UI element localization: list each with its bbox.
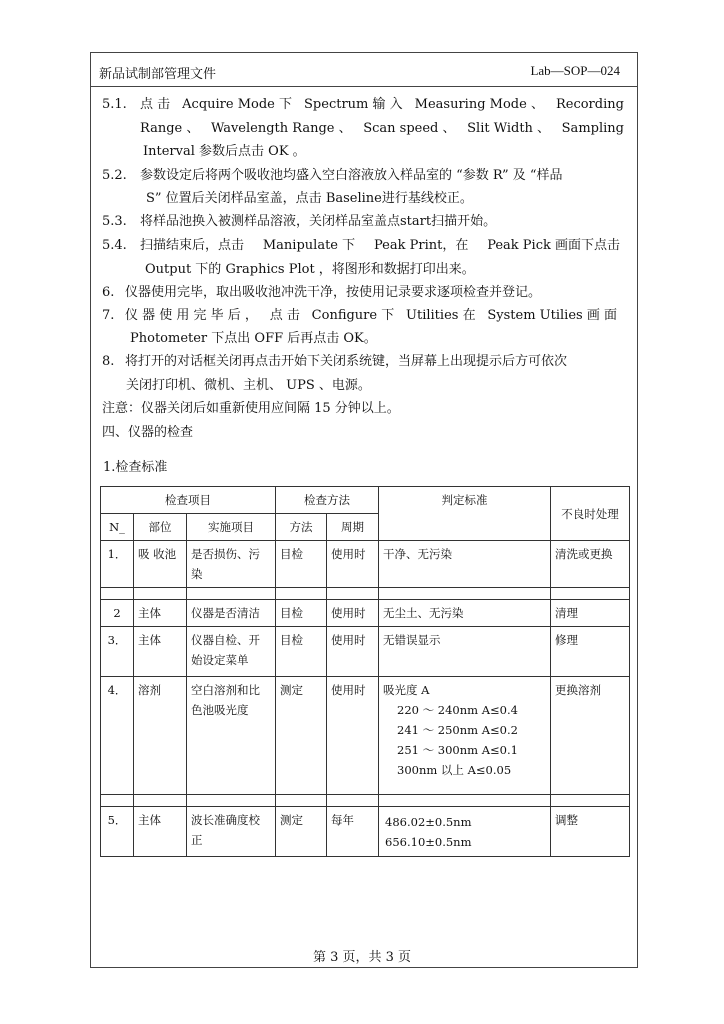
header-part: 部位: [134, 514, 187, 541]
step-number: 5.3.: [102, 214, 127, 229]
inspection-table: [100, 486, 630, 857]
row-handling: 修理: [551, 627, 630, 677]
row-handling: 清洗或更换: [551, 541, 630, 588]
step-line: 仪 器 使 用 完 毕 后 ， 点 击 Configure 下 Utilities 在 System Utilies 画 面: [125, 308, 617, 323]
table-row: [101, 541, 630, 588]
step-number: 7.: [102, 308, 115, 323]
row-method: 测定: [276, 677, 327, 795]
document-code: Lab—SOP—024: [530, 63, 620, 78]
table-row: [101, 627, 630, 677]
row-method: 测定: [276, 807, 327, 857]
row-no: 5．: [101, 807, 134, 857]
header-period: 周期: [327, 514, 379, 541]
section-title: 四、仪器的检查: [102, 425, 194, 440]
header-title: 新品试制部管理文件: [99, 67, 217, 82]
row-no: 2: [101, 600, 134, 627]
note-text: 注意：仪器关闭后如重新使用应间隔 15 分钟以上。: [102, 401, 400, 416]
row-handling: 清理: [551, 600, 630, 627]
table-row: [101, 807, 630, 857]
step-line: 仪器使用完毕，取出吸收池冲洗干净，按使用记录要求逐项检查并登记。: [125, 285, 542, 300]
row-handling: 调整: [551, 807, 630, 857]
page-footer: 第 3 页，共 3 页: [312, 950, 412, 965]
table-row: [101, 677, 630, 795]
row-period: 使用时: [327, 541, 379, 588]
row-period: 使用时: [327, 600, 379, 627]
step-number: 5.2.: [102, 168, 127, 183]
step-line: 将打开的对话框关闭再点击开始下关闭系统键，当屏幕上出现提示后方可依次: [125, 354, 568, 369]
header-check-method: 检查方法: [276, 487, 379, 514]
header-criteria: 判定标准: [379, 487, 551, 541]
row-part: 主体: [134, 807, 187, 857]
row-no: 4．: [101, 677, 134, 795]
row-content: 仪器自检、开始设定菜单: [187, 627, 276, 677]
row-period: 使用时: [327, 677, 379, 795]
row-criteria: 无错误显示: [379, 627, 551, 677]
header-check-item: 检查项目: [101, 487, 276, 514]
step-line: 参数设定后将两个吸收池均盛入空白溶液放入样品室的 “参数 R” 及 “样品: [140, 168, 563, 183]
table-header-row: [101, 487, 630, 514]
row-criteria: 486.02±0.5nm 656.10±0.5nm: [379, 807, 551, 857]
row-content: 是否损伤、污染: [187, 541, 276, 588]
step-line: S” 位置后关闭样品室盖，点击 Baseline进行基线校正。: [146, 191, 473, 206]
row-no: 1．: [101, 541, 134, 588]
step-number: 6.: [102, 285, 115, 300]
step-line: Range 、 Wavelength Range 、 Scan speed 、 Slit Width 、 Sampling: [140, 121, 624, 136]
row-handling: 更换溶剂: [551, 677, 630, 795]
step-line: 点 击 Acquire Mode 下 Spectrum 输 入 Measuring Mode 、 Recording: [140, 97, 624, 112]
row-content: 波长准确度校正: [187, 807, 276, 857]
step-line: 关闭打印机、微机、主机、 UPS 、电源。: [126, 378, 371, 393]
step-number: 5.1.: [102, 97, 127, 112]
row-period: 每年: [327, 807, 379, 857]
table-subtitle: 1.检查标准: [103, 460, 168, 475]
step-number: 5.4.: [102, 238, 127, 253]
row-part: 主体: [134, 600, 187, 627]
step-number: 8.: [102, 354, 115, 369]
row-method: 目检: [276, 600, 327, 627]
row-part: 吸 收池: [134, 541, 187, 588]
step-line: Photometer 下点出 OFF 后再点击 OK。: [130, 331, 377, 346]
row-period: 使用时: [327, 627, 379, 677]
step-line: 扫描结束后，点击 Manipulate 下 Peak Print，在 Peak Pick 画面下点击: [140, 238, 620, 253]
row-part: 溶剂: [134, 677, 187, 795]
header-handling: 不良时处理: [551, 487, 630, 541]
row-content: 仪器是否清洁: [187, 600, 276, 627]
header-divider: [90, 86, 638, 87]
row-criteria: 无尘土、无污染: [379, 600, 551, 627]
row-no: 3．: [101, 627, 134, 677]
header-no: N_: [101, 514, 134, 541]
step-line: Interval 参数后点击 OK 。: [143, 144, 306, 159]
row-criteria: 吸光度 A 220 ～ 240nm A≤0.4 241 ～ 250nm A≤0.2 251 ～ 300nm A≤0.1 300nm 以上 A≤0.05: [379, 677, 551, 795]
row-method: 目检: [276, 627, 327, 677]
row-part: 主体: [134, 627, 187, 677]
row-content: 空白溶剂和比色池吸光度: [187, 677, 276, 795]
step-line: 将样品池换入被测样品溶液，关闭样品室盖点start扫描开始。: [140, 214, 497, 229]
table-row: [101, 600, 630, 627]
header-content: 实施项目: [187, 514, 276, 541]
step-line: Output 下的 Graphics Plot ，将图形和数据打印出来。: [145, 262, 475, 277]
row-method: 目检: [276, 541, 327, 588]
header-method: 方法: [276, 514, 327, 541]
row-criteria: 干净、无污染: [379, 541, 551, 588]
